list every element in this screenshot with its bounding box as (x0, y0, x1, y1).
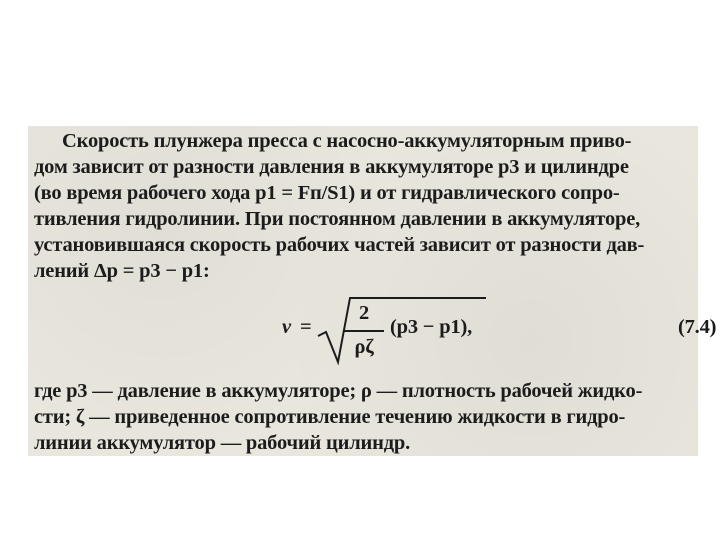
formula-7-4 (278, 296, 717, 366)
formula-pressure-difference: (p3 − p1), (390, 316, 473, 338)
text-line: где p3 — давление в аккумуляторе; ρ — плотность рабочей жидко- (34, 380, 643, 402)
text-line: дом зависит от разности давления в аккумуляторе p3 и цилиндре (34, 156, 629, 178)
text-line: линии аккумулятор — рабочий цилиндр. (34, 432, 411, 454)
text-line: тивления гидролинии. При постоянном давлении в аккумуляторе, (34, 208, 641, 230)
fraction-bar (344, 330, 384, 332)
text-line: Скорость плунжера пресса с насосно-аккумуляторным приво- (62, 130, 632, 152)
text-line: установившаяся скорость рабочих частей зависит от разности дав- (34, 234, 645, 256)
formula-fraction (344, 300, 384, 358)
formula-equals: = (300, 316, 312, 338)
fraction-denominator: ρζ (354, 336, 374, 358)
formula-lhs: v (282, 316, 291, 338)
fraction-numerator: 2 (358, 302, 370, 324)
text-line: (во время рабочего хода p1 = Fп/S1) и от гидравлического сопро- (34, 182, 620, 204)
text-line: сти; ζ — приведенное сопротивление течению жидкости в гидро- (34, 406, 626, 428)
scanned-page (28, 126, 717, 456)
equation-number: (7.4) (678, 316, 717, 338)
text-line: лений Δp = p3 − p1: (34, 260, 210, 282)
